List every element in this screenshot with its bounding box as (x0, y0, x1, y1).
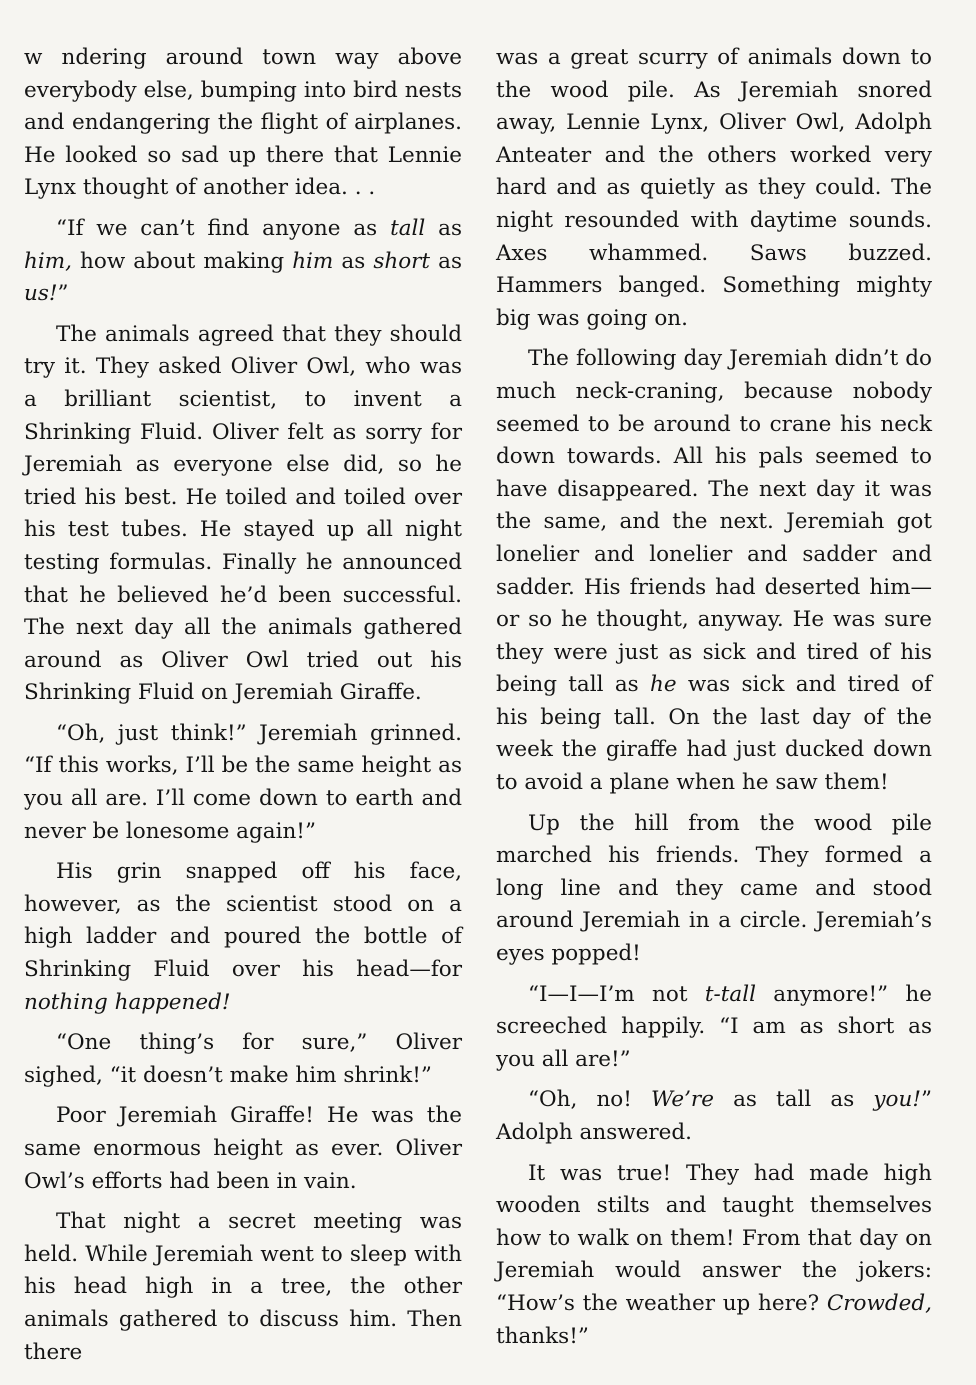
text-run: was sick and tired of his being tall. On the last day of the week the giraffe had just ducked down to avoid a plane when he saw them! (496, 672, 933, 796)
text-run: “Oh, just think!” Jeremiah grinned. “If this works, I’ll be the same height as you all are. I’ll come down to earth and never be lonesome again!” (24, 720, 462, 844)
paragraph-wandering (24, 42, 462, 205)
text-run: His grin snapped off his face, however, as the scientist stood on a high ladder and poured the bottle of Shrinking Fluid over his head—for (24, 859, 462, 983)
italic-run: him, (24, 248, 72, 274)
text-run: Poor Jeremiah Giraffe! He was the same enormous height as ever. Oliver Owl’s efforts had been in vain. (24, 1103, 462, 1194)
left-text-column (24, 42, 462, 1377)
text-run: w ndering around town way above everybody else, bumping into bird nests and endangering the flight of airplanes. He looked so sad up there that Lennie Lynx thought of another idea. . . (24, 45, 462, 201)
text-run: ” Adolph answered. (496, 1087, 932, 1145)
text-run: That night a secret meeting was held. While Jeremiah went to sleep with his head high in a tree, the other animals gathered to discuss him. Then there (24, 1209, 462, 1365)
text-run: as (333, 248, 374, 274)
text-run: as tall as (713, 1087, 874, 1113)
paragraph-that-night (24, 1206, 462, 1369)
paragraph-oh-no (496, 1084, 932, 1149)
italic-run: Crowded, (826, 1290, 932, 1316)
paragraph-following-day (496, 343, 932, 799)
paragraph-poor-jeremiah (24, 1100, 462, 1198)
text-run: anymore!” he screeched happily. “I am as short as you all are!” (496, 981, 932, 1072)
text-run: It was true! They had made high wooden stilts and taught themselves how to walk on them! From that day on Jeremiah would answer the jokers: “How’s the weather up here? (496, 1160, 932, 1316)
italic-run: he (650, 672, 677, 698)
text-run: thanks!” (496, 1323, 589, 1349)
text-run: “I—I—I’m not (528, 981, 705, 1007)
italic-run: tall (390, 215, 426, 241)
paragraph-one-things-for-sure (24, 1027, 462, 1092)
italic-run: us! (24, 281, 58, 307)
text-run: The animals agreed that they should try it. They asked Oliver Owl, who was a brilliant scientist, to invent a Shrinking Fluid. Oliver felt as sorry for Jeremiah as everyone else did, so he tried his best. He toiled and toiled over his test tubes. He stayed up all night testing formulas. Finally he announced that he believed he’d been successful. The next day all the animals gathered around as Oliver Owl tried out his Shrinking Fluid on Jeremiah Giraffe. (24, 321, 462, 706)
paragraph-oh-just-think (24, 718, 462, 848)
text-run: “Oh, no! (528, 1087, 652, 1113)
text-run: was a great scurry of animals down to the wood pile. As Jeremiah snored away, Lennie Lynx, Oliver Owl, Adolph Anteater and the others worked very hard and as quietly as they could. The night resounded with daytime sounds. Axes whammed. Saws buzzed. Hammers banged. Something mighty big was going on. (496, 45, 932, 331)
paragraph-if-we-cant-find (24, 213, 462, 311)
text-run: how about making (71, 248, 293, 274)
italic-run: you! (873, 1087, 921, 1113)
paragraph-it-was-true (496, 1158, 932, 1354)
paragraph-up-the-hill (496, 808, 932, 971)
text-run: “One thing’s for sure,” Oliver sighed, “it doesn’t make him shrink!” (24, 1030, 462, 1088)
paragraph-im-not-tall (496, 979, 932, 1077)
text-run: ” (57, 281, 69, 307)
text-run: The following day Jeremiah didn’t do much neck-craning, because nobody seemed to be around to crane his neck down towards. All his pals seemed to have disappeared. The next day it was the same, and the next. Jeremiah got lonelier and lonelier and sadder and sadder. His friends had deserted him—or so he thought, anyway. He was sure they were just as sick and tired of his being tall as (496, 346, 932, 698)
right-text-column (496, 42, 932, 1361)
paragraph-great-scurry (496, 42, 932, 335)
text-run: as (425, 215, 462, 241)
italic-run: t-tall (704, 981, 756, 1007)
text-run: “If we can’t find anyone as (56, 215, 391, 241)
text-run: Up the hill from the wood pile marched his friends. They formed a long line and they came and stood around Jeremiah in a circle. Jeremiah’s eyes popped! (496, 810, 932, 967)
italic-run: nothing happened! (24, 989, 231, 1015)
italic-run: short (373, 248, 431, 274)
paragraph-grin-snapped (24, 856, 462, 1019)
text-run: as (430, 248, 463, 274)
paragraph-animals-agreed (24, 319, 462, 710)
italic-run: We’re (651, 1087, 714, 1113)
italic-run: him (292, 248, 334, 274)
